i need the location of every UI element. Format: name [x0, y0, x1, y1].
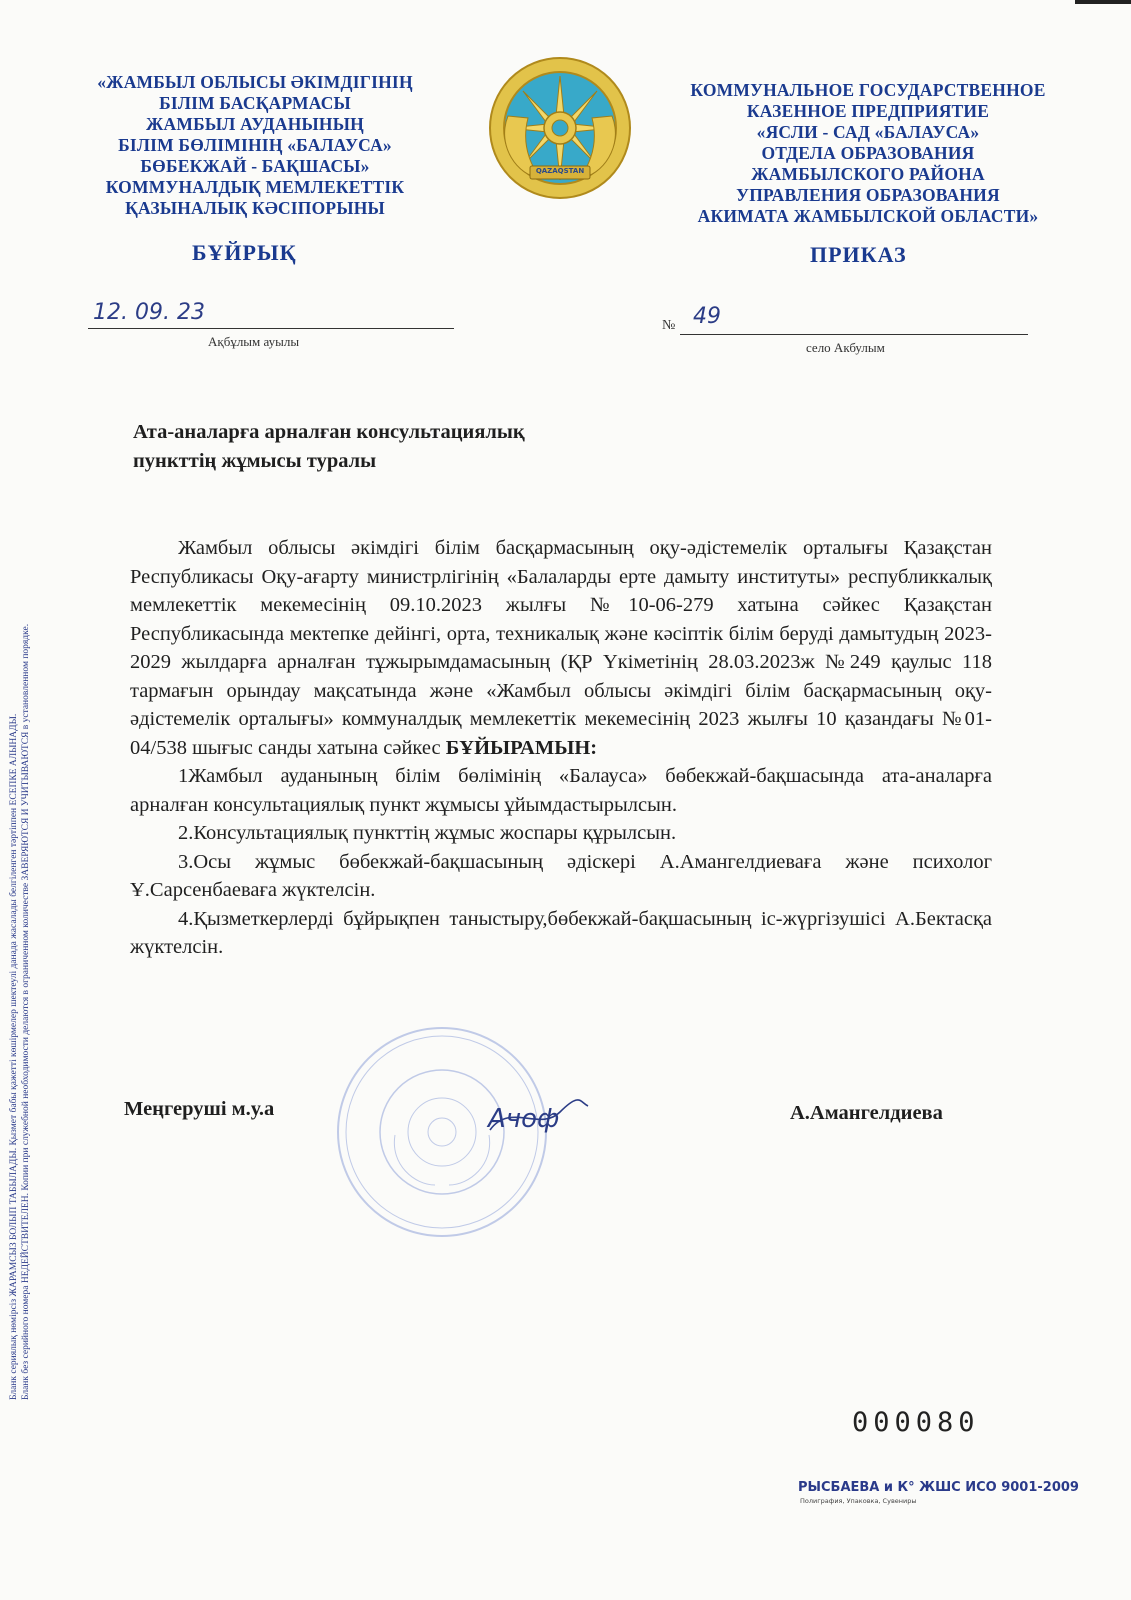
- order-body: [130, 534, 992, 962]
- header-kz-line: «ЖАМБЫЛ ОБЛЫСЫ ӘКІМДІГІНІҢ: [97, 72, 413, 92]
- header-ru-line: ОТДЕЛА ОБРАЗОВАНИЯ: [761, 143, 975, 163]
- body-paragraph: [130, 534, 992, 762]
- order-item: 2.Консультациялық пункттің жұмыс жоспары құрылсын.: [178, 822, 677, 844]
- signer-title: Меңгеруші м.у.а: [124, 1098, 275, 1120]
- header-kz-line: ҚАЗЫНАЛЫҚ КӘСІПОРЫНЫ: [125, 198, 385, 218]
- signature-stroke: [480, 1092, 590, 1142]
- order-item: 3.Осы жұмыс бөбекжай-бақшасының әдіскері А.Амангелдиеваға және психолог Ұ.Сарсенбаеваға жүктелсін.: [130, 850, 992, 901]
- body-lead-text: Жамбыл облысы әкімдігі білім басқармасының оқу-әдістемелік орталығы Қазақстан Республикасы Оқу-ағарту министрлігінің «Балаларды ерте дамыту институты» республиккалық мемлекеттік мекемесінің 09.10.2023 жылғы №10-06-279 хатына сәйкес Қазақстан Республикасында мектепке дейінгі, орта, техникалық және кәсіптік білім беруді дамытудың 2023-2029 жылдарға арналған тұжырымдамасының (ҚР Үкіметінің 28.03.2023ж №249 қаулыс 118 тармағын орындау мақсатында және «Жамбыл облысы әкімдігі білім басқармасының оқу-әдістемелік орталығы» коммуналдық мемлекеттік мекемесінің 2023 жылғы 10 қазандағы №01-04/538 шығыс санды хатына сәйкес: [130, 537, 992, 759]
- order-title-ru: ПРИКАЗ: [810, 242, 907, 267]
- state-emblem: [488, 56, 632, 200]
- subject-line: пункттің жұмысы туралы: [133, 450, 377, 472]
- order-word: БҰЙЫРАМЫН:: [445, 736, 598, 759]
- header-ru: [668, 80, 1068, 227]
- order-title-kz: БҰЙРЫҚ: [192, 240, 297, 265]
- header-ru-line: «ЯСЛИ - САД «БАЛАУСА»: [756, 122, 980, 142]
- state-emblem-icon: [488, 56, 632, 200]
- header-ru-line: КОММУНАЛЬНОЕ ГОСУДАРСТВЕННОЕ: [690, 80, 1046, 100]
- header-kz-line: БІЛІМ БАСҚАРМАСЫ: [159, 93, 351, 113]
- header-ru-line: ЖАМБЫЛСКОГО РАЙОНА: [751, 164, 985, 184]
- sidebar-line: Бланк без серийного номера НЕДЕЙСТВИТЕЛЕН. Копии при служебной необходимости делаются в ограниченном количестве ЗАВЕРЯЮТСЯ И УЧИТЫВАЮТСЯ в установленном порядке.: [21, 623, 31, 1400]
- signature-handwritten: Ачоф: [488, 1104, 560, 1134]
- order-item: 4.Қызметкерлерді бұйрықпен таныстыру,бөбекжай-бақшасының іс-жүргізушісі А.Бектасқа жүктелсін.: [130, 907, 992, 958]
- place-ru: село Акбулым: [806, 340, 885, 355]
- number-underline: [680, 334, 1028, 335]
- printer-subtitle: Полиграфия, Упаковка, Сувениры: [800, 1497, 917, 1505]
- header-kz-line: ЖАМБЫЛ АУДАНЫНЫҢ: [146, 114, 364, 134]
- order-subject: [133, 418, 525, 476]
- signer-name: А.Амангелдиева: [790, 1102, 943, 1124]
- header-kz-line: КОММУНАЛДЫҚ МЕМЛЕКЕТТІК: [105, 177, 405, 197]
- sidebar-line: Бланк сериялық нөмірсіз ЖАРАМСЫЗ БОЛЫП ТАБЫЛАДЫ. Қызмет бабы қажетті көшірмелер шектеулі данада жасалады белгіленген тәртіппен ЕСЕПКЕ АЛЫНАДЫ.: [9, 713, 19, 1400]
- header-ru-line: УПРАВЛЕНИЯ ОБРАЗОВАНИЯ: [736, 185, 1000, 205]
- date-handwritten: 12. 09. 23: [93, 300, 205, 325]
- date-underline: [88, 328, 454, 329]
- subject-line: Ата-аналарға арналған консультациялық: [133, 421, 525, 443]
- scan-edge-mark: [1075, 0, 1131, 4]
- emblem-label: QAZAQSTAN: [535, 167, 585, 175]
- serial-number: 000080: [852, 1407, 980, 1438]
- order-item: 1Жамбыл ауданының білім бөлімінің «Балауса» бөбекжай-бақшасында ата-аналарға арналған консультациялық пункт жұмысы ұйымдастырылсын.: [130, 765, 992, 816]
- number-label: №: [662, 318, 676, 333]
- number-handwritten: 49: [693, 304, 721, 329]
- header-kz-line: БӨБЕКЖАЙ - БАҚШАСЫ»: [140, 156, 370, 176]
- header-ru-line: КАЗЕННОЕ ПРЕДПРИЯТИЕ: [746, 101, 990, 121]
- header-ru-line: АКИМАТА ЖАМБЫЛСКОЙ ОБЛАСТИ»: [697, 206, 1039, 226]
- printer-logo: РЫСБАЕВА и К° ЖШС ИСО 9001-2009: [798, 1480, 1079, 1495]
- header-kz: [80, 72, 430, 219]
- header-kz-line: БІЛІМ БӨЛІМІНІҢ «БАЛАУСА»: [118, 135, 392, 155]
- blank-security-note: [8, 450, 32, 1400]
- place-kz: Ақбұлым ауылы: [208, 334, 300, 349]
